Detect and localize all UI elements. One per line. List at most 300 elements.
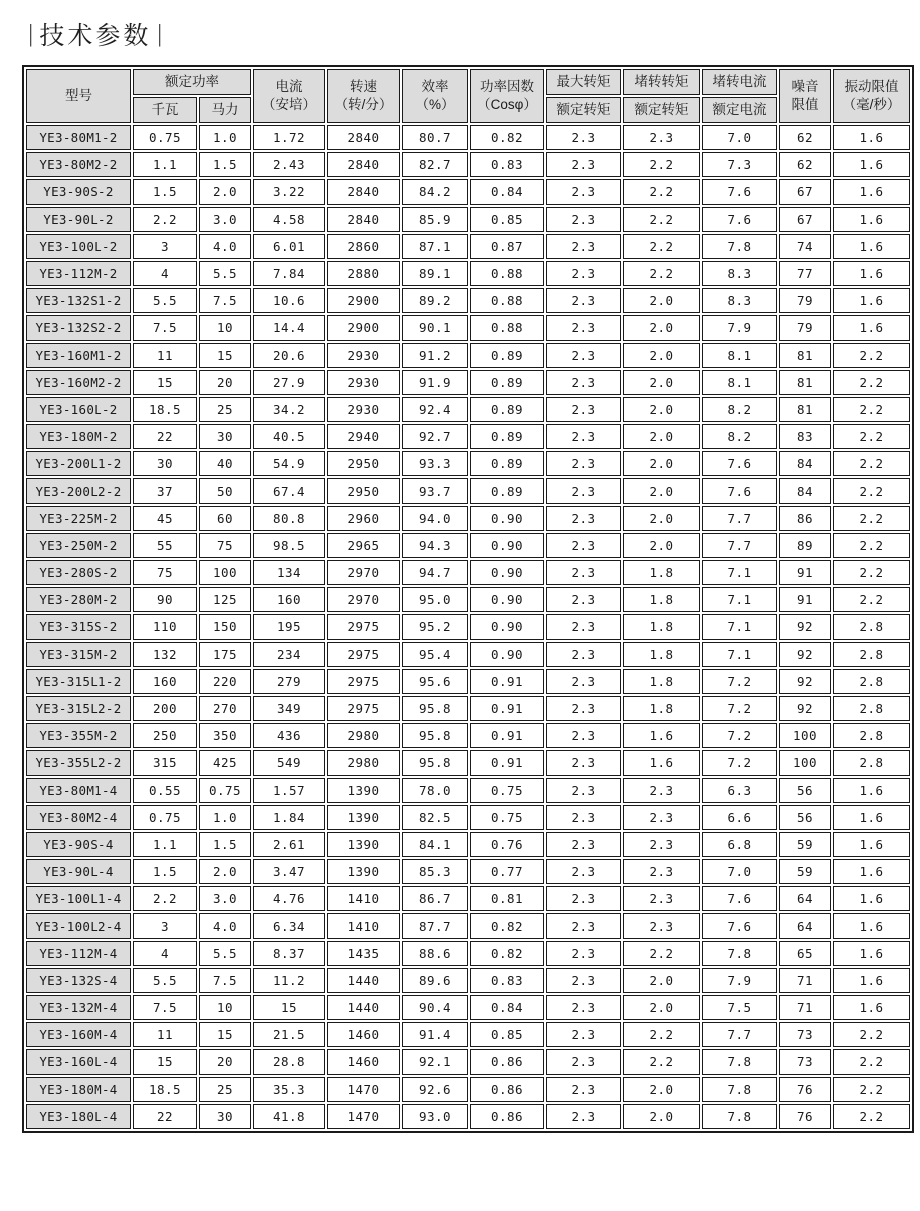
value-cell-locked_torque_ratio: 2.2 [623, 1022, 700, 1047]
col-header-locked-current-numerator: 堵转电流 [702, 69, 777, 95]
table-row [26, 886, 910, 911]
value-cell-efficiency_pct: 92.4 [402, 397, 468, 422]
model-cell: YE3-112M-2 [26, 261, 131, 286]
value-cell-current_a: 40.5 [253, 424, 325, 449]
value-cell-hp: 20 [199, 1049, 251, 1074]
value-cell-vibration_limit: 1.6 [833, 886, 910, 911]
value-cell-power_factor: 0.83 [470, 968, 544, 993]
value-cell-efficiency_pct: 80.7 [402, 125, 468, 150]
col-header-power-factor-line1: 功率因数 [480, 79, 534, 95]
value-cell-locked_current_ratio: 7.2 [702, 750, 777, 775]
model-cell: YE3-250M-2 [26, 533, 131, 558]
value-cell-power_factor: 0.88 [470, 315, 544, 340]
value-cell-power_factor: 0.88 [470, 288, 544, 313]
value-cell-locked_current_ratio: 7.8 [702, 941, 777, 966]
value-cell-locked_current_ratio: 7.8 [702, 1077, 777, 1102]
value-cell-current_a: 3.47 [253, 859, 325, 884]
value-cell-hp: 25 [199, 397, 251, 422]
value-cell-hp: 3.0 [199, 886, 251, 911]
value-cell-power_factor: 0.85 [470, 207, 544, 232]
value-cell-locked_current_ratio: 6.6 [702, 805, 777, 830]
table-row [26, 995, 910, 1020]
value-cell-max_torque_ratio: 2.3 [546, 343, 621, 368]
table-row [26, 723, 910, 748]
value-cell-efficiency_pct: 87.1 [402, 234, 468, 259]
value-cell-efficiency_pct: 92.7 [402, 424, 468, 449]
value-cell-vibration_limit: 2.2 [833, 370, 910, 395]
value-cell-speed_rpm: 1470 [327, 1077, 400, 1102]
model-cell: YE3-315L2-2 [26, 696, 131, 721]
value-cell-noise_limit: 76 [779, 1077, 831, 1102]
table-row [26, 315, 910, 340]
value-cell-hp: 425 [199, 750, 251, 775]
value-cell-noise_limit: 91 [779, 587, 831, 612]
value-cell-kw: 22 [133, 1104, 197, 1129]
model-cell: YE3-132M-4 [26, 995, 131, 1020]
table-row [26, 669, 910, 694]
table-row [26, 642, 910, 667]
value-cell-locked_torque_ratio: 2.0 [623, 478, 700, 503]
value-cell-max_torque_ratio: 2.3 [546, 1104, 621, 1129]
value-cell-vibration_limit: 1.6 [833, 778, 910, 803]
value-cell-efficiency_pct: 78.0 [402, 778, 468, 803]
value-cell-speed_rpm: 1460 [327, 1022, 400, 1047]
value-cell-kw: 315 [133, 750, 197, 775]
value-cell-efficiency_pct: 84.2 [402, 179, 468, 204]
table-row [26, 913, 910, 938]
value-cell-locked_current_ratio: 8.1 [702, 343, 777, 368]
table-row [26, 370, 910, 395]
value-cell-efficiency_pct: 89.2 [402, 288, 468, 313]
value-cell-power_factor: 0.86 [470, 1077, 544, 1102]
value-cell-noise_limit: 73 [779, 1022, 831, 1047]
value-cell-max_torque_ratio: 2.3 [546, 669, 621, 694]
model-cell: YE3-100L2-4 [26, 913, 131, 938]
table-row [26, 451, 910, 476]
value-cell-vibration_limit: 2.2 [833, 1049, 910, 1074]
value-cell-current_a: 2.43 [253, 152, 325, 177]
table-row [26, 1022, 910, 1047]
value-cell-kw: 15 [133, 1049, 197, 1074]
value-cell-kw: 18.5 [133, 1077, 197, 1102]
value-cell-vibration_limit: 2.8 [833, 669, 910, 694]
value-cell-vibration_limit: 2.8 [833, 750, 910, 775]
value-cell-kw: 4 [133, 261, 197, 286]
value-cell-locked_torque_ratio: 2.2 [623, 234, 700, 259]
col-header-locked-torque-denominator: 额定转矩 [623, 97, 700, 123]
value-cell-efficiency_pct: 90.4 [402, 995, 468, 1020]
model-cell: YE3-132S-4 [26, 968, 131, 993]
value-cell-current_a: 80.8 [253, 506, 325, 531]
value-cell-hp: 50 [199, 478, 251, 503]
value-cell-kw: 250 [133, 723, 197, 748]
value-cell-vibration_limit: 2.2 [833, 533, 910, 558]
value-cell-power_factor: 0.90 [470, 614, 544, 639]
model-cell: YE3-200L1-2 [26, 451, 131, 476]
value-cell-hp: 7.5 [199, 968, 251, 993]
value-cell-efficiency_pct: 87.7 [402, 913, 468, 938]
value-cell-current_a: 134 [253, 560, 325, 585]
value-cell-locked_torque_ratio: 2.3 [623, 859, 700, 884]
table-row [26, 859, 910, 884]
col-header-vibration-line2: （毫/秒） [842, 97, 901, 112]
value-cell-max_torque_ratio: 2.3 [546, 533, 621, 558]
value-cell-locked_current_ratio: 7.6 [702, 207, 777, 232]
value-cell-noise_limit: 89 [779, 533, 831, 558]
value-cell-noise_limit: 56 [779, 778, 831, 803]
value-cell-kw: 3 [133, 913, 197, 938]
value-cell-kw: 200 [133, 696, 197, 721]
col-header-current [253, 69, 325, 123]
value-cell-efficiency_pct: 85.3 [402, 859, 468, 884]
value-cell-power_factor: 0.90 [470, 533, 544, 558]
value-cell-current_a: 8.37 [253, 941, 325, 966]
value-cell-speed_rpm: 2960 [327, 506, 400, 531]
model-cell: YE3-80M1-2 [26, 125, 131, 150]
value-cell-vibration_limit: 1.6 [833, 832, 910, 857]
value-cell-hp: 4.0 [199, 234, 251, 259]
value-cell-locked_current_ratio: 7.8 [702, 234, 777, 259]
value-cell-vibration_limit: 2.2 [833, 424, 910, 449]
value-cell-noise_limit: 92 [779, 614, 831, 639]
header-row-bottom [26, 97, 910, 123]
value-cell-max_torque_ratio: 2.3 [546, 152, 621, 177]
value-cell-vibration_limit: 1.6 [833, 995, 910, 1020]
value-cell-kw: 55 [133, 533, 197, 558]
value-cell-kw: 110 [133, 614, 197, 639]
col-header-hp: 马力 [199, 97, 251, 123]
value-cell-locked_torque_ratio: 2.3 [623, 886, 700, 911]
col-header-speed-line2: （转/分） [334, 97, 393, 112]
value-cell-current_a: 54.9 [253, 451, 325, 476]
value-cell-current_a: 2.61 [253, 832, 325, 857]
value-cell-hp: 125 [199, 587, 251, 612]
value-cell-speed_rpm: 2840 [327, 207, 400, 232]
value-cell-efficiency_pct: 95.6 [402, 669, 468, 694]
value-cell-kw: 7.5 [133, 995, 197, 1020]
value-cell-kw: 37 [133, 478, 197, 503]
value-cell-power_factor: 0.90 [470, 560, 544, 585]
value-cell-current_a: 195 [253, 614, 325, 639]
value-cell-vibration_limit: 2.8 [833, 642, 910, 667]
value-cell-kw: 75 [133, 560, 197, 585]
value-cell-vibration_limit: 2.8 [833, 614, 910, 639]
value-cell-locked_current_ratio: 8.1 [702, 370, 777, 395]
table-row [26, 179, 910, 204]
value-cell-locked_current_ratio: 6.8 [702, 832, 777, 857]
value-cell-hp: 10 [199, 315, 251, 340]
value-cell-noise_limit: 84 [779, 451, 831, 476]
value-cell-speed_rpm: 1390 [327, 859, 400, 884]
value-cell-noise_limit: 79 [779, 288, 831, 313]
table-row [26, 288, 910, 313]
value-cell-locked_torque_ratio: 2.2 [623, 152, 700, 177]
value-cell-locked_current_ratio: 7.1 [702, 614, 777, 639]
value-cell-power_factor: 0.91 [470, 696, 544, 721]
value-cell-efficiency_pct: 90.1 [402, 315, 468, 340]
model-cell: YE3-225M-2 [26, 506, 131, 531]
value-cell-kw: 1.1 [133, 152, 197, 177]
model-cell: YE3-100L-2 [26, 234, 131, 259]
value-cell-power_factor: 0.81 [470, 886, 544, 911]
table-row [26, 424, 910, 449]
value-cell-vibration_limit: 1.6 [833, 288, 910, 313]
value-cell-speed_rpm: 2975 [327, 614, 400, 639]
value-cell-current_a: 7.84 [253, 261, 325, 286]
value-cell-max_torque_ratio: 2.3 [546, 261, 621, 286]
model-cell: YE3-160L-2 [26, 397, 131, 422]
value-cell-kw: 45 [133, 506, 197, 531]
value-cell-current_a: 1.84 [253, 805, 325, 830]
col-header-rated-power: 额定功率 [133, 69, 251, 95]
value-cell-max_torque_ratio: 2.3 [546, 1077, 621, 1102]
value-cell-efficiency_pct: 92.1 [402, 1049, 468, 1074]
value-cell-efficiency_pct: 89.6 [402, 968, 468, 993]
table-row [26, 478, 910, 503]
table-row [26, 968, 910, 993]
value-cell-max_torque_ratio: 2.3 [546, 288, 621, 313]
model-cell: YE3-280M-2 [26, 587, 131, 612]
value-cell-kw: 1.5 [133, 179, 197, 204]
value-cell-locked_torque_ratio: 2.0 [623, 370, 700, 395]
value-cell-speed_rpm: 2950 [327, 478, 400, 503]
value-cell-noise_limit: 71 [779, 968, 831, 993]
value-cell-hp: 1.0 [199, 125, 251, 150]
value-cell-speed_rpm: 2930 [327, 370, 400, 395]
value-cell-locked_torque_ratio: 2.0 [623, 533, 700, 558]
value-cell-noise_limit: 81 [779, 397, 831, 422]
table-row [26, 778, 910, 803]
value-cell-locked_current_ratio: 7.0 [702, 859, 777, 884]
value-cell-max_torque_ratio: 2.3 [546, 451, 621, 476]
model-cell: YE3-180M-4 [26, 1077, 131, 1102]
table-row [26, 941, 910, 966]
col-header-kw: 千瓦 [133, 97, 197, 123]
value-cell-hp: 175 [199, 642, 251, 667]
value-cell-efficiency_pct: 93.0 [402, 1104, 468, 1129]
value-cell-current_a: 234 [253, 642, 325, 667]
model-cell: YE3-180L-4 [26, 1104, 131, 1129]
value-cell-locked_current_ratio: 7.5 [702, 995, 777, 1020]
value-cell-vibration_limit: 2.2 [833, 343, 910, 368]
value-cell-power_factor: 0.83 [470, 152, 544, 177]
value-cell-locked_torque_ratio: 1.8 [623, 587, 700, 612]
value-cell-current_a: 20.6 [253, 343, 325, 368]
value-cell-speed_rpm: 1440 [327, 995, 400, 1020]
value-cell-max_torque_ratio: 2.3 [546, 315, 621, 340]
model-cell: YE3-160L-4 [26, 1049, 131, 1074]
value-cell-locked_torque_ratio: 2.0 [623, 451, 700, 476]
value-cell-locked_current_ratio: 7.1 [702, 587, 777, 612]
model-cell: YE3-280S-2 [26, 560, 131, 585]
value-cell-hp: 270 [199, 696, 251, 721]
value-cell-efficiency_pct: 89.1 [402, 261, 468, 286]
table-row [26, 1077, 910, 1102]
value-cell-max_torque_ratio: 2.3 [546, 750, 621, 775]
value-cell-noise_limit: 62 [779, 152, 831, 177]
value-cell-power_factor: 0.88 [470, 261, 544, 286]
value-cell-hp: 5.5 [199, 941, 251, 966]
value-cell-speed_rpm: 2840 [327, 152, 400, 177]
value-cell-max_torque_ratio: 2.3 [546, 370, 621, 395]
value-cell-locked_current_ratio: 7.7 [702, 533, 777, 558]
value-cell-locked_current_ratio: 7.7 [702, 506, 777, 531]
value-cell-locked_current_ratio: 7.1 [702, 560, 777, 585]
value-cell-locked_torque_ratio: 2.3 [623, 805, 700, 830]
col-header-power-factor [470, 69, 544, 123]
value-cell-current_a: 98.5 [253, 533, 325, 558]
value-cell-speed_rpm: 2860 [327, 234, 400, 259]
value-cell-locked_torque_ratio: 2.2 [623, 207, 700, 232]
value-cell-noise_limit: 64 [779, 886, 831, 911]
value-cell-max_torque_ratio: 2.3 [546, 642, 621, 667]
value-cell-current_a: 3.22 [253, 179, 325, 204]
value-cell-hp: 15 [199, 343, 251, 368]
value-cell-speed_rpm: 1470 [327, 1104, 400, 1129]
value-cell-max_torque_ratio: 2.3 [546, 1049, 621, 1074]
value-cell-efficiency_pct: 85.9 [402, 207, 468, 232]
value-cell-speed_rpm: 2900 [327, 288, 400, 313]
value-cell-locked_torque_ratio: 1.8 [623, 696, 700, 721]
value-cell-vibration_limit: 2.2 [833, 506, 910, 531]
value-cell-vibration_limit: 2.2 [833, 1022, 910, 1047]
value-cell-current_a: 279 [253, 669, 325, 694]
value-cell-noise_limit: 81 [779, 370, 831, 395]
value-cell-noise_limit: 64 [779, 913, 831, 938]
model-cell: YE3-200L2-2 [26, 478, 131, 503]
value-cell-power_factor: 0.90 [470, 587, 544, 612]
value-cell-noise_limit: 100 [779, 750, 831, 775]
value-cell-locked_torque_ratio: 2.2 [623, 1049, 700, 1074]
value-cell-current_a: 67.4 [253, 478, 325, 503]
value-cell-locked_torque_ratio: 1.6 [623, 723, 700, 748]
value-cell-locked_current_ratio: 8.3 [702, 288, 777, 313]
value-cell-max_torque_ratio: 2.3 [546, 587, 621, 612]
value-cell-hp: 2.0 [199, 179, 251, 204]
value-cell-efficiency_pct: 92.6 [402, 1077, 468, 1102]
value-cell-locked_torque_ratio: 2.0 [623, 343, 700, 368]
value-cell-vibration_limit: 2.8 [833, 723, 910, 748]
col-header-noise-line2: 限值 [791, 97, 819, 112]
value-cell-vibration_limit: 1.6 [833, 261, 910, 286]
value-cell-kw: 5.5 [133, 968, 197, 993]
table-row [26, 207, 910, 232]
value-cell-vibration_limit: 1.6 [833, 315, 910, 340]
value-cell-noise_limit: 100 [779, 723, 831, 748]
value-cell-locked_current_ratio: 7.8 [702, 1049, 777, 1074]
model-cell: YE3-315S-2 [26, 614, 131, 639]
value-cell-efficiency_pct: 95.8 [402, 723, 468, 748]
col-header-max-torque-numerator: 最大转矩 [546, 69, 621, 95]
value-cell-power_factor: 0.87 [470, 234, 544, 259]
value-cell-vibration_limit: 2.8 [833, 696, 910, 721]
value-cell-speed_rpm: 2975 [327, 669, 400, 694]
value-cell-current_a: 34.2 [253, 397, 325, 422]
value-cell-locked_torque_ratio: 2.3 [623, 125, 700, 150]
value-cell-efficiency_pct: 94.3 [402, 533, 468, 558]
value-cell-current_a: 160 [253, 587, 325, 612]
table-row [26, 533, 910, 558]
value-cell-locked_torque_ratio: 2.2 [623, 179, 700, 204]
col-header-power-factor-line2: （Cosφ） [477, 97, 537, 112]
value-cell-noise_limit: 59 [779, 859, 831, 884]
value-cell-kw: 0.75 [133, 805, 197, 830]
value-cell-locked_current_ratio: 8.2 [702, 424, 777, 449]
value-cell-max_torque_ratio: 2.3 [546, 207, 621, 232]
title-decor-bar-right: | [157, 21, 163, 47]
col-header-current-line1: 电流 [275, 79, 303, 95]
model-cell: YE3-132S1-2 [26, 288, 131, 313]
value-cell-locked_current_ratio: 7.6 [702, 886, 777, 911]
value-cell-hp: 0.75 [199, 778, 251, 803]
value-cell-kw: 1.1 [133, 832, 197, 857]
value-cell-vibration_limit: 1.6 [833, 941, 910, 966]
value-cell-power_factor: 0.91 [470, 723, 544, 748]
value-cell-efficiency_pct: 91.9 [402, 370, 468, 395]
table-header [26, 69, 910, 123]
value-cell-locked_torque_ratio: 2.0 [623, 288, 700, 313]
value-cell-locked_current_ratio: 7.0 [702, 125, 777, 150]
table-row [26, 1104, 910, 1129]
value-cell-noise_limit: 56 [779, 805, 831, 830]
table-row [26, 1049, 910, 1074]
value-cell-locked_torque_ratio: 2.2 [623, 941, 700, 966]
value-cell-efficiency_pct: 95.0 [402, 587, 468, 612]
value-cell-noise_limit: 67 [779, 179, 831, 204]
col-header-max-torque-denominator: 额定转矩 [546, 97, 621, 123]
value-cell-noise_limit: 74 [779, 234, 831, 259]
col-header-vibration-line1: 振动限值 [844, 79, 899, 95]
value-cell-max_torque_ratio: 2.3 [546, 913, 621, 938]
value-cell-current_a: 349 [253, 696, 325, 721]
value-cell-efficiency_pct: 94.0 [402, 506, 468, 531]
value-cell-hp: 25 [199, 1077, 251, 1102]
value-cell-hp: 150 [199, 614, 251, 639]
value-cell-max_torque_ratio: 2.3 [546, 179, 621, 204]
value-cell-power_factor: 0.84 [470, 995, 544, 1020]
value-cell-kw: 1.5 [133, 859, 197, 884]
value-cell-locked_torque_ratio: 2.0 [623, 1104, 700, 1129]
value-cell-kw: 30 [133, 451, 197, 476]
value-cell-power_factor: 0.90 [470, 642, 544, 667]
table-row [26, 343, 910, 368]
value-cell-locked_current_ratio: 8.2 [702, 397, 777, 422]
value-cell-speed_rpm: 1410 [327, 886, 400, 911]
value-cell-kw: 90 [133, 587, 197, 612]
value-cell-efficiency_pct: 95.4 [402, 642, 468, 667]
value-cell-vibration_limit: 1.6 [833, 968, 910, 993]
value-cell-current_a: 1.72 [253, 125, 325, 150]
value-cell-speed_rpm: 2840 [327, 125, 400, 150]
model-cell: YE3-112M-4 [26, 941, 131, 966]
value-cell-hp: 3.0 [199, 207, 251, 232]
value-cell-hp: 20 [199, 370, 251, 395]
value-cell-max_torque_ratio: 2.3 [546, 805, 621, 830]
value-cell-vibration_limit: 2.2 [833, 1077, 910, 1102]
value-cell-current_a: 15 [253, 995, 325, 1020]
value-cell-efficiency_pct: 95.2 [402, 614, 468, 639]
value-cell-vibration_limit: 1.6 [833, 152, 910, 177]
value-cell-noise_limit: 62 [779, 125, 831, 150]
value-cell-vibration_limit: 1.6 [833, 207, 910, 232]
value-cell-kw: 160 [133, 669, 197, 694]
value-cell-hp: 220 [199, 669, 251, 694]
value-cell-current_a: 10.6 [253, 288, 325, 313]
value-cell-vibration_limit: 2.2 [833, 587, 910, 612]
value-cell-power_factor: 0.85 [470, 1022, 544, 1047]
value-cell-hp: 40 [199, 451, 251, 476]
value-cell-noise_limit: 67 [779, 207, 831, 232]
